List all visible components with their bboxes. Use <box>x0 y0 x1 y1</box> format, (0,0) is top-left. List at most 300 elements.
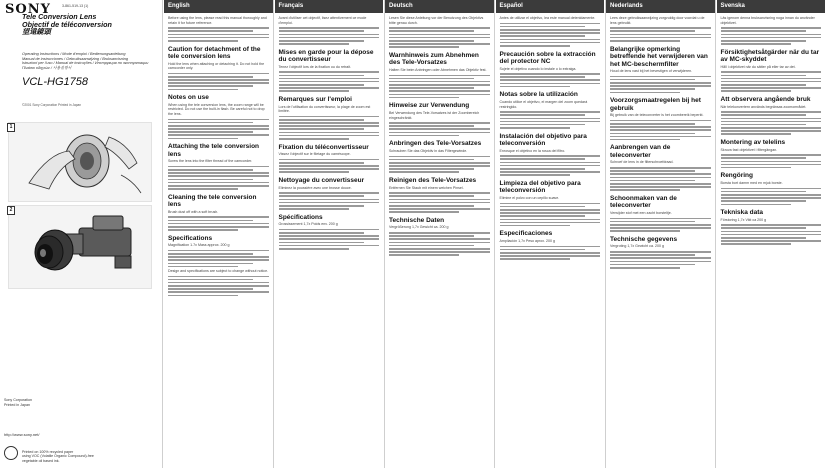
text-line <box>500 155 601 157</box>
section-text: Bei Verwendung des Tele-Vorsatzes ist der Zoombereich eingeschränkt. <box>389 110 480 120</box>
text-line <box>279 78 380 80</box>
text-line <box>721 240 822 242</box>
text-line <box>279 30 364 32</box>
text-line <box>500 225 570 227</box>
text-line <box>279 132 380 134</box>
text-line <box>610 82 711 84</box>
section-heading: Att observera angående bruk <box>720 96 811 104</box>
section-text: Hold the lens when attaching or detaching it. Do not hold the camcorder only. <box>168 61 265 71</box>
text-line <box>389 208 490 210</box>
cover-footer <box>4 398 32 408</box>
text-line <box>389 238 490 240</box>
column-body <box>606 13 715 269</box>
section-text: Lesen Sie diese Anleitung vor der Benutzung des Objektivs bitte genau durch. <box>389 16 484 25</box>
text-line <box>168 282 269 284</box>
text-line <box>389 235 474 237</box>
section-heading: Voorzorgsmaatregelen bij het gebruik <box>610 97 701 112</box>
text-line <box>610 88 695 90</box>
text-line <box>610 133 695 135</box>
text-line <box>500 121 601 123</box>
text-line <box>279 135 380 137</box>
text-line <box>279 40 364 42</box>
section-text: Before using the lens, please read this manual thoroughly and retain it for future reference. <box>168 16 267 25</box>
text-line <box>389 30 474 32</box>
text-line <box>389 97 459 99</box>
text-line <box>279 232 364 234</box>
text-line <box>500 174 570 176</box>
text-line <box>389 248 490 250</box>
title-line: 望遠鏡頭 <box>22 27 51 37</box>
section-heading: Notes on use <box>168 94 209 102</box>
section-heading: Fixation du téléconvertisseur <box>278 143 369 151</box>
text-line <box>500 26 585 28</box>
text-line <box>500 162 601 164</box>
text-line <box>168 253 253 255</box>
text-line <box>721 37 822 39</box>
text-line <box>721 133 791 135</box>
text-line <box>721 231 822 233</box>
text-line <box>500 258 570 260</box>
language-header: English <box>164 0 273 13</box>
text-line <box>279 171 349 173</box>
text-line <box>721 154 822 156</box>
text-line <box>279 195 364 197</box>
text-line <box>610 123 695 125</box>
text-line <box>389 43 490 45</box>
text-line <box>500 158 585 160</box>
text-line <box>500 86 570 88</box>
text-line <box>168 125 269 127</box>
section-heading: Remarques sur l'emploi <box>278 96 352 104</box>
text-line <box>168 229 238 231</box>
text-line <box>168 250 269 252</box>
text-line <box>610 264 695 266</box>
section-text: Enrosque el objetivo en la rosca del filtro. <box>499 148 566 153</box>
section-text: Design and specifications are subject to change without notice. <box>168 268 269 273</box>
text-line <box>610 221 695 223</box>
text-line <box>500 249 585 251</box>
text-line <box>610 40 680 42</box>
section-text: Avant d'utiliser cet objectif, lisez attentivement ce mode d'emploi. <box>278 16 367 25</box>
text-line <box>168 85 253 87</box>
text-line <box>389 128 490 130</box>
text-line <box>610 139 680 141</box>
text-line <box>389 156 490 158</box>
section-text: Antes de utilizar el objetivo, lea este manual detenidamente. <box>499 16 596 20</box>
text-line <box>500 73 601 75</box>
text-line <box>721 224 822 226</box>
text-line <box>389 75 490 77</box>
text-line <box>389 165 490 167</box>
text-line <box>389 27 490 29</box>
section-heading: Notas sobre la utilización <box>499 91 578 99</box>
language-line: Operating Instructions / Mode d'emploi / Bedienungsanleitung <box>22 52 126 56</box>
text-line <box>168 295 238 297</box>
text-line <box>279 125 380 127</box>
text-line <box>279 165 380 167</box>
text-line <box>721 81 822 83</box>
text-line <box>610 27 711 29</box>
text-line <box>610 218 711 220</box>
text-line <box>168 131 253 133</box>
column-body <box>164 13 273 296</box>
text-line <box>168 256 269 258</box>
figure-2 <box>8 205 152 289</box>
text-line <box>500 219 601 221</box>
text-line <box>721 167 791 169</box>
text-line <box>168 82 269 84</box>
text-line <box>610 76 711 78</box>
text-line <box>721 34 822 36</box>
text-line <box>610 230 680 232</box>
text-line <box>168 182 269 184</box>
text-line <box>279 71 380 73</box>
title-line: Objectif de téléconversion <box>22 19 112 29</box>
text-line <box>389 78 474 80</box>
cover-language-list <box>22 52 148 70</box>
text-line <box>389 81 490 83</box>
section-heading: Nettoyage du convertisseur <box>278 177 365 185</box>
section-text: Lees deze gebruiksaanwijzing zorgvuldig door voordat u de lens gebruikt. <box>610 16 705 25</box>
text-line <box>168 76 253 78</box>
recycle-icon <box>4 446 18 460</box>
text-line <box>500 23 601 25</box>
text-line <box>500 171 601 173</box>
text-line <box>168 128 269 130</box>
recycled-paper-note <box>22 450 94 463</box>
text-line <box>168 27 269 29</box>
text-line <box>168 179 253 181</box>
text-line <box>279 87 380 89</box>
section-heading: Rengöring <box>720 172 753 180</box>
section-text: Skruva fast objektivet i filtergängan. <box>720 147 778 152</box>
text-line <box>500 246 601 248</box>
language-column <box>717 0 826 468</box>
text-line <box>500 45 570 47</box>
text-line <box>721 243 791 245</box>
text-line <box>500 114 585 116</box>
text-line <box>500 252 601 254</box>
text-line <box>500 127 570 129</box>
text-line <box>721 111 822 113</box>
text-line <box>168 291 269 293</box>
text-line <box>168 40 238 42</box>
text-line <box>389 125 474 127</box>
section-text: Ampliación 1,7x Peso aprox. 200 g <box>499 238 556 243</box>
text-line <box>168 266 238 268</box>
printed-line: vegetable oil based ink. <box>22 458 60 463</box>
section-heading: Warnhinweis zum Abnehmen des Tele-Vorsatzes <box>389 51 479 67</box>
text-line <box>721 204 791 206</box>
column-divider <box>162 0 163 468</box>
section-heading: Montering av telelins <box>720 139 786 147</box>
language-line: Manual de instrucciones / Gebruiksaanwijzing / Bruksanvisning <box>22 56 128 61</box>
text-line <box>610 34 711 36</box>
figure-1 <box>8 122 152 202</box>
text-line <box>279 238 380 240</box>
text-line <box>721 121 822 123</box>
cover-panel <box>0 0 158 468</box>
text-line <box>721 194 822 196</box>
text-line <box>279 248 349 250</box>
text-line <box>389 199 490 201</box>
text-line <box>721 197 822 199</box>
text-line <box>389 192 490 194</box>
text-line <box>500 42 601 44</box>
text-line <box>610 189 680 191</box>
text-line <box>500 111 601 113</box>
section-heading: Cleaning the tele conversion lens <box>168 193 257 209</box>
text-line <box>610 173 711 175</box>
column-body <box>496 13 605 260</box>
language-header: Español <box>496 0 605 13</box>
section-text: Verwijder stof met een zacht borsteltje. <box>610 210 672 215</box>
text-line <box>389 34 490 36</box>
text-line <box>389 122 490 124</box>
text-line <box>500 203 601 205</box>
text-line <box>389 168 474 170</box>
text-line <box>500 76 585 78</box>
section-text: Grossissement 1,7x Poids env. 200 g <box>278 222 338 227</box>
section-text: When using the tele conversion lens, the zoom range will be restricted. Do not use the built-in flash. Be careful not to drop the lens. <box>168 102 265 116</box>
text-line <box>168 73 269 75</box>
text-line <box>279 202 380 204</box>
text-line <box>610 267 680 269</box>
language-header: Deutsch <box>385 0 494 13</box>
text-line <box>279 128 364 130</box>
section-text: Vergrößerung 1,7x Gewicht ca. 200 g <box>389 225 449 230</box>
text-line <box>721 157 806 159</box>
text-line <box>721 161 822 163</box>
footer-line: Printed in Japan <box>4 403 30 407</box>
camcorder-illustration <box>9 206 151 288</box>
text-line <box>610 129 711 131</box>
text-line <box>500 206 585 208</box>
printed-line: Printed on 100% recycled paper <box>22 450 74 454</box>
text-line <box>168 30 253 32</box>
text-line <box>389 171 459 173</box>
text-line <box>610 30 695 32</box>
text-line <box>168 185 269 187</box>
section-text: Bij gebruik van de teleconverter is het zoombereik beperkt. <box>610 113 704 118</box>
language-column <box>275 0 384 468</box>
sony-url: http://www.sony.net/ <box>4 432 40 437</box>
text-line <box>610 37 711 39</box>
text-line <box>168 34 269 36</box>
text-line <box>721 87 822 89</box>
text-line <box>500 39 601 41</box>
language-line: Istruzioni per l'uso / Manual de instruções / Инструкция по эксплуатации <box>22 61 149 66</box>
text-line <box>389 46 459 48</box>
text-line <box>279 242 364 244</box>
text-line <box>279 75 364 77</box>
text-line <box>500 255 601 257</box>
section-text: Brush dust off with a soft brush. <box>168 209 219 214</box>
language-header: Français <box>275 0 384 13</box>
text-line <box>721 191 806 193</box>
section-text: Lors de l'utilisation du convertisseur, la plage de zoom est limitée. <box>278 104 371 114</box>
section-text: Magnification 1.7x Mass approx. 200 g <box>168 243 230 248</box>
text-line <box>721 124 806 126</box>
text-line <box>279 205 364 207</box>
text-line <box>279 245 380 247</box>
text-line <box>500 222 601 224</box>
text-line <box>168 220 253 222</box>
section-text: Sujete el objetivo cuando lo instale o lo extraiga. <box>499 66 577 71</box>
text-line <box>500 83 601 85</box>
text-line <box>721 90 791 92</box>
text-line <box>389 94 490 96</box>
printed-line: using VOC (Volatile Organic Compound)-free <box>22 454 94 459</box>
section-text: Vergroting 1,7x Gewicht ca. 200 g <box>610 244 664 249</box>
text-line <box>610 136 711 138</box>
text-line <box>500 124 585 126</box>
text-line <box>610 254 695 256</box>
text-line <box>168 288 253 290</box>
text-line <box>610 180 695 182</box>
section-text: Houd de lens vast bij het bevestigen of verwijderen. <box>610 69 693 74</box>
text-line <box>279 138 349 140</box>
text-line <box>168 169 253 171</box>
section-text: Borsta bort damm med en mjuk borste. <box>720 180 783 185</box>
text-line <box>721 30 806 32</box>
text-line <box>610 92 680 94</box>
figure-2-label: 2 <box>7 206 15 215</box>
section-text: Förstoring 1,7x Vikt ca 200 g <box>720 217 767 222</box>
text-line <box>389 159 474 161</box>
language-header: Svenska <box>717 0 826 13</box>
text-line <box>168 89 238 91</box>
text-line <box>500 215 585 217</box>
section-text: Håll i objektivet när du sätter på eller tar av det. <box>720 64 796 69</box>
section-heading: Hinweise zur Verwendung <box>389 102 470 110</box>
text-line <box>610 85 711 87</box>
text-line <box>279 159 380 161</box>
text-line <box>610 120 711 122</box>
section-heading: Aanbrengen van de teleconverter <box>610 144 671 159</box>
text-line <box>389 245 474 247</box>
text-line <box>389 162 490 164</box>
text-line <box>610 170 695 172</box>
section-heading: Instalación del objetivo para teleconversión <box>499 132 587 148</box>
text-line <box>721 234 822 236</box>
section-heading: Limpieza del objetivo para teleconversión <box>499 179 581 195</box>
text-line <box>500 79 601 81</box>
text-line <box>721 75 806 77</box>
text-line <box>168 216 269 218</box>
text-line <box>721 40 806 42</box>
text-line <box>721 27 822 29</box>
section-heading: Caution for detachment of the tele conversion lens <box>168 45 261 61</box>
text-line <box>279 27 380 29</box>
text-line <box>279 235 380 237</box>
text-line <box>279 192 380 194</box>
section-text: Vissez l'objectif sur le filetage du caméscope. <box>278 152 351 157</box>
section-heading: Mises en garde pour la dépose du convertisseur <box>278 48 374 64</box>
text-line <box>500 35 585 37</box>
language-column <box>606 0 715 468</box>
section-text: Elimine el polvo con un cepillo suave. <box>499 195 560 200</box>
text-line <box>721 71 822 73</box>
text-line <box>721 200 806 202</box>
text-line <box>389 205 474 207</box>
text-line <box>168 138 238 140</box>
text-line <box>279 84 364 86</box>
text-line <box>610 126 711 128</box>
section-heading: Attaching the tele conversion lens <box>168 143 260 158</box>
text-line <box>500 168 585 170</box>
text-line <box>610 224 711 226</box>
text-line <box>279 34 380 36</box>
text-line <box>168 276 269 278</box>
section-heading: Tekniska data <box>720 209 764 217</box>
text-line <box>168 226 269 228</box>
text-line <box>389 87 474 89</box>
text-line <box>279 90 349 92</box>
text-line <box>500 32 601 34</box>
text-line <box>389 254 459 256</box>
brand-logo: SONY <box>5 2 51 17</box>
text-line <box>279 162 364 164</box>
text-line <box>168 259 269 261</box>
text-line <box>389 40 474 42</box>
text-line <box>279 43 349 45</box>
text-line <box>279 119 364 121</box>
section-heading: Anbringen des Tele-Vorsatzes <box>389 140 482 148</box>
text-line <box>279 208 349 210</box>
section-heading: Precaución sobre la extracción del protector NC <box>499 50 596 65</box>
text-line <box>610 79 695 81</box>
hand-lens-illustration <box>9 123 151 201</box>
text-line <box>389 202 490 204</box>
text-line <box>610 167 711 169</box>
text-line <box>721 78 822 80</box>
section-text: Cuando utilice el objetivo, el margen del zoom quedará restringido. <box>499 99 588 109</box>
text-line <box>168 188 238 190</box>
section-text: Entfernen Sie Staub mit einem weichen Pinsel. <box>389 185 464 190</box>
text-line <box>389 211 459 213</box>
title-line: Tele Conversion Lens <box>22 12 97 21</box>
section-text: Tenez l'objectif lors de la fixation ou du retrait. <box>278 64 352 69</box>
text-line <box>389 90 490 92</box>
column-body <box>385 13 494 256</box>
text-line <box>279 116 380 118</box>
text-line <box>500 212 601 214</box>
text-line <box>721 84 806 86</box>
section-text: Läs igenom denna bruksanvisning noga innan du använder objektivet. <box>720 16 815 25</box>
section-heading: Specifications <box>168 234 213 242</box>
text-line <box>389 242 490 244</box>
text-line <box>279 122 380 124</box>
document-number: 3-861-519-13 (1) <box>62 4 89 8</box>
text-line <box>721 118 822 120</box>
text-line <box>168 279 253 281</box>
language-column <box>496 0 605 468</box>
text-line <box>168 223 269 225</box>
column-body <box>275 13 384 250</box>
section-heading: Schoonmaken van de teleconverter <box>610 194 677 210</box>
text-line <box>168 175 269 177</box>
language-header: Nederlands <box>606 0 715 13</box>
figure-1-label: 1 <box>7 123 15 132</box>
text-line <box>168 37 269 39</box>
model-number: VCL-HG1758 <box>22 76 89 88</box>
footer-line: Sony Corporation <box>4 398 32 402</box>
text-line <box>389 251 490 253</box>
section-text: Screw the lens into the filter thread of the camcorder. <box>168 159 253 164</box>
text-line <box>721 114 806 116</box>
text-line <box>168 172 269 174</box>
